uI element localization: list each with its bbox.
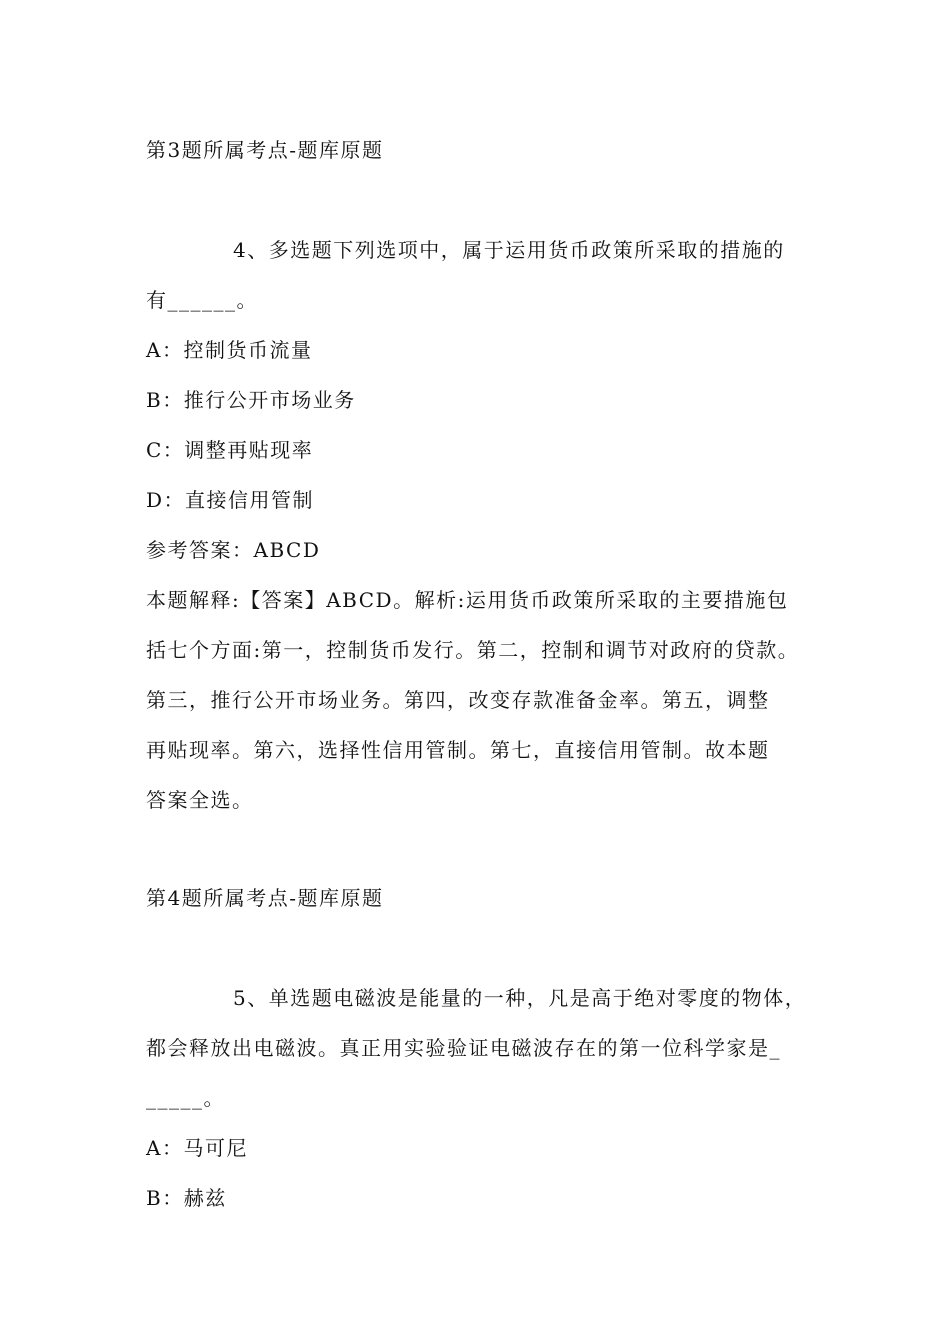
q5-option-a: A：马可尼: [146, 1136, 248, 1160]
q4-option-c: C：调整再贴现率: [146, 438, 314, 462]
q4-section-heading: 第4题所属考点-题库原题: [146, 886, 384, 910]
q5-stem-line-3: _____。: [146, 1086, 225, 1110]
q4-explanation-line-2: 括七个方面:第一，控制货币发行。第二，控制和调节对政府的贷款。: [146, 638, 800, 662]
q4-stem-line-2: 有______。: [146, 288, 258, 312]
q4-option-a: A：控制货币流量: [146, 338, 313, 362]
q3-section-heading: 第3题所属考点-题库原题: [146, 138, 384, 162]
q5-stem-line-1: 5、单选题电磁波是能量的一种，凡是高于绝对零度的物体，: [233, 986, 807, 1010]
q5-option-b: B：赫兹: [146, 1186, 227, 1210]
q4-answer: 参考答案：ABCD: [146, 538, 321, 562]
q4-explanation-line-3: 第三，推行公开市场业务。第四，改变存款准备金率。第五，调整: [146, 688, 770, 712]
q4-explanation-line-4: 再贴现率。第六，选择性信用管制。第七，直接信用管制。故本题: [146, 738, 770, 762]
q4-stem-line-1: 4、多选题下列选项中，属于运用货币政策所采取的措施的: [233, 238, 785, 262]
q4-option-d: D：直接信用管制: [146, 488, 315, 512]
q4-explanation-line-5: 答案全选。: [146, 788, 254, 812]
q4-option-b: B：推行公开市场业务: [146, 388, 356, 412]
q5-stem-line-2: 都会释放出电磁波。真正用实验验证电磁波存在的第一位科学家是_: [146, 1036, 781, 1060]
q4-explanation-line-1: 本题解释:【答案】ABCD。解析:运用货币政策所采取的主要措施包: [146, 588, 789, 612]
